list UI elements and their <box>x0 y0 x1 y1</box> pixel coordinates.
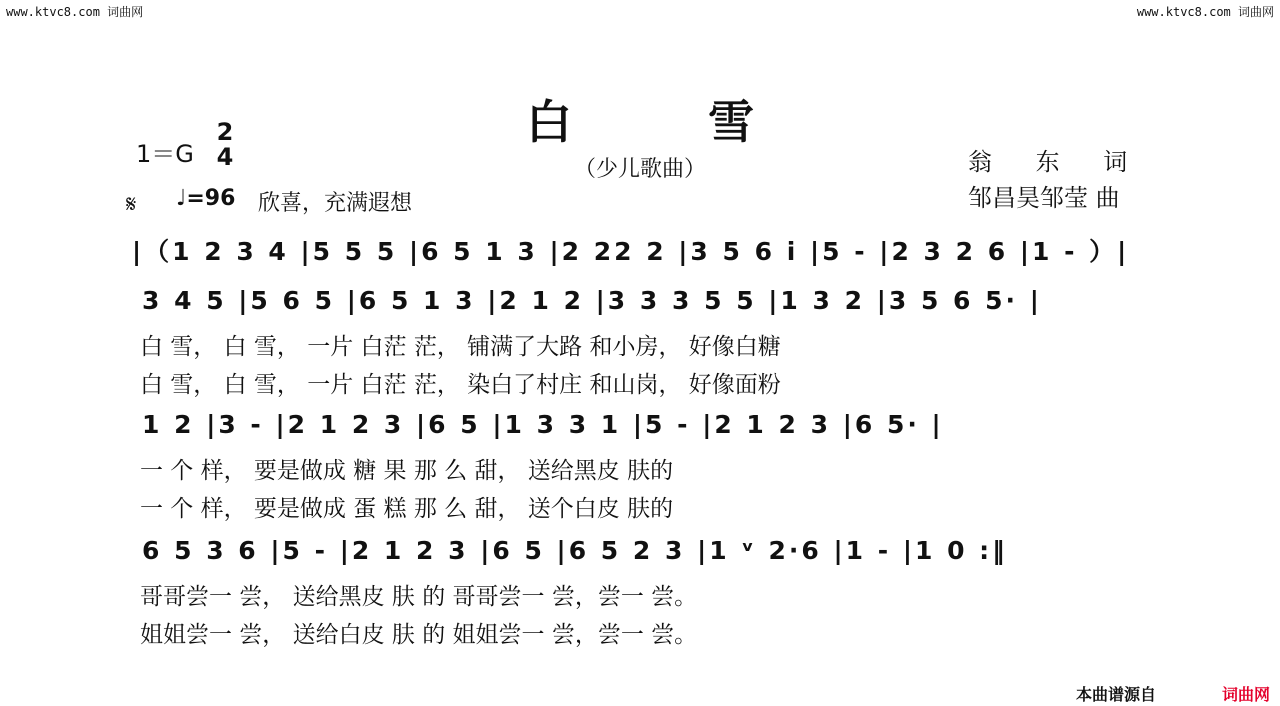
watermark-right: www.ktvc8.com 词曲网 <box>1136 5 1274 19</box>
key-signature: 1＝G <box>136 140 194 168</box>
song-subtitle: （少儿歌曲） <box>573 157 706 182</box>
footer-site-link[interactable]: 词曲网 <box>1222 685 1271 704</box>
lyricist-credit: 翁 东 词 <box>968 148 1146 176</box>
song-title: 白 雪 <box>525 95 814 149</box>
time-signature <box>212 120 238 170</box>
staff-line-4: 6 5 3 6 |5 - |2 1 2 3 |6 5 |6 5 2 3 |1 ᵛ 2·6 |1 - |1 0 :‖ <box>142 536 1008 565</box>
lyric-line-2a: 白 雪， 白 雪， 一片 白茫 茫， 铺满了大路 和小房， 好像白糖 <box>140 334 781 360</box>
time-signature-top: 2 <box>216 118 234 146</box>
footer-source: 本曲谱源自 <box>1076 685 1157 704</box>
staff-line-3: 1 2 |3 - |2 1 2 3 |6 5 |1 3 3 1 |5 - |2 1 2 3 |6 5· | <box>142 410 944 439</box>
expression-marking: 欣喜，充满遐想 <box>258 191 413 216</box>
composer-credit: 邹昌昊邹莹 曲 <box>968 184 1120 212</box>
segno-icon: 𝄋 <box>126 190 137 218</box>
lyric-line-3b: 一 个 样， 要是做成 蛋 糕 那 么 甜， 送个白皮 肤的 <box>140 496 674 522</box>
staff-line-2: 3 4 5 |5 6 5 |6 5 1 3 |2 1 2 |3 3 3 5 5 |1 3 2 |3 5 6 5· | <box>142 286 1042 315</box>
lyric-line-4a: 哥哥尝一 尝， 送给黑皮 肤 的 哥哥尝一 尝，尝一 尝。 <box>140 584 698 610</box>
lyric-line-2b: 白 雪， 白 雪， 一片 白茫 茫， 染白了村庄 和山岗， 好像面粉 <box>140 372 781 398</box>
lyric-line-4b: 姐姐尝一 尝， 送给白皮 肤 的 姐姐尝一 尝，尝一 尝。 <box>140 622 698 648</box>
tempo-marking: ♩=96 <box>176 186 236 211</box>
watermark-left: www.ktvc8.com 词曲网 <box>6 5 144 19</box>
staff-line-1: |（1 2 3 4 |5 5 5 |6 5 1 3 |2 22 2 |3 5 6 i |5 - |2 3 2 6 |1 - ）| <box>132 237 1130 266</box>
time-signature-bottom: 4 <box>216 143 234 171</box>
lyric-line-3a: 一 个 样， 要是做成 糖 果 那 么 甜， 送给黑皮 肤的 <box>140 458 674 484</box>
